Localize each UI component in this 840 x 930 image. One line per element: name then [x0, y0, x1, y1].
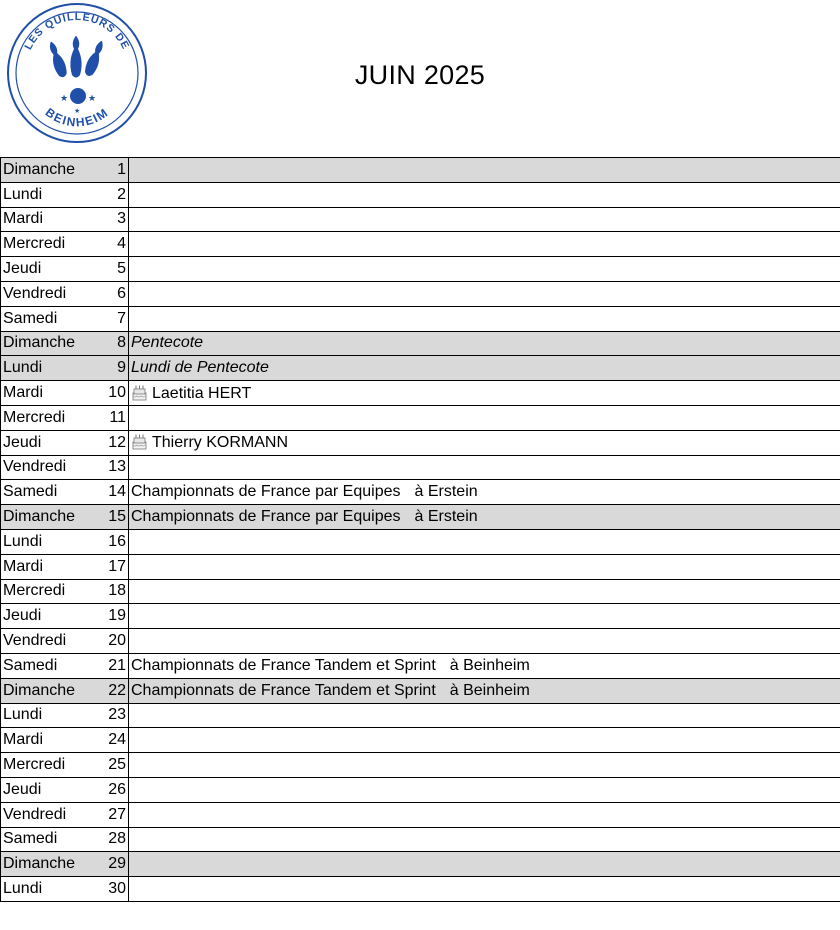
day-number: 12: [93, 430, 129, 455]
event-cell: [129, 306, 840, 331]
event-label: Championnats de France par Equipes: [131, 483, 401, 501]
calendar-row: [1, 529, 840, 554]
svg-text:LES QUILLEURS DE: LES QUILLEURS DE: [22, 10, 132, 52]
day-name: Mardi: [1, 554, 93, 579]
birthday-cake-icon: [131, 385, 152, 402]
event-label: Laetitia HERT: [152, 384, 252, 402]
svg-text:★: ★: [60, 94, 69, 104]
day-number: 16: [93, 529, 129, 554]
calendar-row: [1, 802, 840, 827]
event-cell: [129, 827, 840, 852]
event-cell: [129, 158, 840, 183]
event-cell: [129, 430, 840, 455]
day-number: 6: [93, 281, 129, 306]
event-cell: [129, 753, 840, 778]
event-cell: [129, 480, 840, 505]
event-cell: [129, 232, 840, 257]
bowling-ball-icon: [70, 88, 86, 104]
event-label: Thierry KORMANN: [152, 434, 289, 452]
day-number: 29: [93, 852, 129, 877]
day-name: Lundi: [1, 356, 93, 381]
day-number: 28: [93, 827, 129, 852]
calendar-row: [1, 257, 840, 282]
calendar-row: [1, 629, 840, 654]
event-place: à Beinheim: [449, 656, 530, 674]
day-name: Vendredi: [1, 455, 93, 480]
calendar-row: [1, 306, 840, 331]
day-number: 25: [93, 753, 129, 778]
calendar-row: [1, 678, 840, 703]
calendar-row: [1, 554, 840, 579]
day-number: 23: [93, 703, 129, 728]
day-name: Mardi: [1, 207, 93, 232]
event-cell: [129, 405, 840, 430]
calendar-row: [1, 728, 840, 753]
day-name: Dimanche: [1, 331, 93, 356]
event-cell: [129, 678, 840, 703]
day-number: 4: [93, 232, 129, 257]
day-name: Jeudi: [1, 430, 93, 455]
svg-text:BEINHEIM: BEINHEIM: [42, 105, 112, 130]
day-number: 18: [93, 579, 129, 604]
calendar-row: [1, 281, 840, 306]
event-place: à Erstein: [414, 508, 478, 526]
calendar-row: [1, 158, 840, 183]
event-cell: [129, 728, 840, 753]
day-name: Jeudi: [1, 257, 93, 282]
day-number: 24: [93, 728, 129, 753]
calendar-row: [1, 480, 840, 505]
event-cell: [129, 505, 840, 530]
day-name: Samedi: [1, 480, 93, 505]
day-name: Jeudi: [1, 604, 93, 629]
event-cell: [129, 281, 840, 306]
event-label: Championnats de France Tandem et Sprint: [131, 681, 436, 699]
event-cell: [129, 529, 840, 554]
day-name: Mardi: [1, 728, 93, 753]
event-cell: [129, 207, 840, 232]
day-number: 11: [93, 405, 129, 430]
day-number: 8: [93, 331, 129, 356]
event-cell: [129, 802, 840, 827]
day-number: 19: [93, 604, 129, 629]
day-name: Lundi: [1, 877, 93, 902]
event-cell: [129, 852, 840, 877]
event-cell: [129, 777, 840, 802]
day-number: 15: [93, 505, 129, 530]
day-name: Lundi: [1, 182, 93, 207]
day-number: 10: [93, 381, 129, 406]
page-title: JUIN 2025: [354, 60, 486, 90]
calendar-row: [1, 356, 840, 381]
calendar-row: [1, 579, 840, 604]
day-name: Mercredi: [1, 753, 93, 778]
event-label: Pentecote: [131, 334, 204, 352]
day-name: Mercredi: [1, 405, 93, 430]
day-name: Dimanche: [1, 158, 93, 183]
calendar-row: [1, 703, 840, 728]
day-name: Vendredi: [1, 281, 93, 306]
day-number: 5: [93, 257, 129, 282]
calendar-row: [1, 182, 840, 207]
event-cell: [129, 703, 840, 728]
day-name: Lundi: [1, 703, 93, 728]
day-name: Dimanche: [1, 505, 93, 530]
calendar-row: [1, 331, 840, 356]
calendar-row: [1, 381, 840, 406]
calendar-row: [1, 505, 840, 530]
day-number: 27: [93, 802, 129, 827]
club-logo: [4, 3, 150, 143]
calendar-row: [1, 232, 840, 257]
day-number: 9: [93, 356, 129, 381]
event-cell: [129, 257, 840, 282]
event-label: Championnats de France Tandem et Sprint: [131, 656, 436, 674]
calendar-row: [1, 405, 840, 430]
day-name: Mardi: [1, 381, 93, 406]
day-number: 20: [93, 629, 129, 654]
event-cell: [129, 604, 840, 629]
event-cell: [129, 554, 840, 579]
birthday-cake-icon: [131, 434, 152, 451]
calendar-row: [1, 207, 840, 232]
calendar-row: [1, 877, 840, 902]
day-name: Vendredi: [1, 802, 93, 827]
calendar-table: [0, 157, 840, 902]
day-name: Lundi: [1, 529, 93, 554]
event-place: à Beinheim: [449, 681, 530, 699]
calendar-row: [1, 455, 840, 480]
day-number: 30: [93, 877, 129, 902]
calendar-row: [1, 430, 840, 455]
day-number: 14: [93, 480, 129, 505]
day-name: Dimanche: [1, 852, 93, 877]
day-name: Samedi: [1, 653, 93, 678]
event-label: Championnats de France par Equipes: [131, 508, 401, 526]
event-place: à Erstein: [414, 483, 478, 501]
day-name: Mercredi: [1, 579, 93, 604]
event-cell: [129, 381, 840, 406]
calendar-row: [1, 852, 840, 877]
day-name: Samedi: [1, 306, 93, 331]
day-number: 7: [93, 306, 129, 331]
event-cell: [129, 653, 840, 678]
event-cell: [129, 579, 840, 604]
calendar-row: [1, 777, 840, 802]
day-name: Vendredi: [1, 629, 93, 654]
calendar-row: [1, 653, 840, 678]
day-number: 3: [93, 207, 129, 232]
day-number: 1: [93, 158, 129, 183]
calendar-row: [1, 827, 840, 852]
day-name: Samedi: [1, 827, 93, 852]
day-name: Dimanche: [1, 678, 93, 703]
event-cell: [129, 877, 840, 902]
calendar-row: [1, 604, 840, 629]
day-number: 2: [93, 182, 129, 207]
svg-text:★: ★: [74, 107, 81, 115]
svg-text:★: ★: [88, 94, 97, 104]
day-number: 21: [93, 653, 129, 678]
day-name: Mercredi: [1, 232, 93, 257]
day-number: 22: [93, 678, 129, 703]
day-name: Jeudi: [1, 777, 93, 802]
event-cell: [129, 455, 840, 480]
day-number: 26: [93, 777, 129, 802]
event-cell: [129, 629, 840, 654]
event-cell: [129, 331, 840, 356]
event-cell: [129, 182, 840, 207]
day-number: 13: [93, 455, 129, 480]
day-number: 17: [93, 554, 129, 579]
event-cell: [129, 356, 840, 381]
calendar-row: [1, 753, 840, 778]
event-label: Lundi de Pentecote: [131, 359, 269, 377]
